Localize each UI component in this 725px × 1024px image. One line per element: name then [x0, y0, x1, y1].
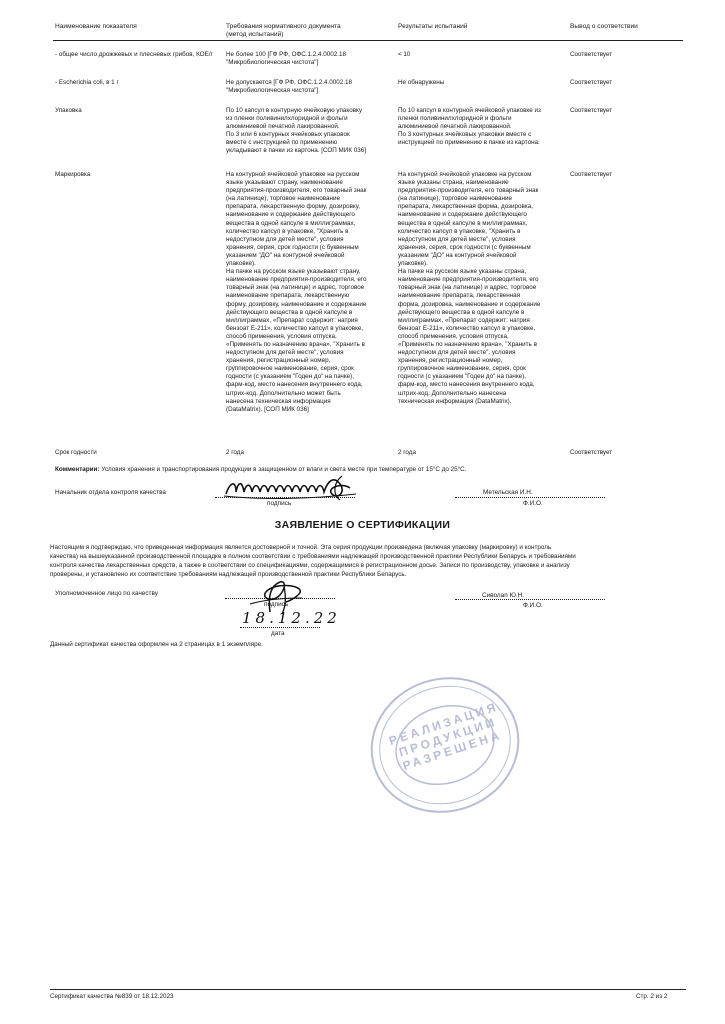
authorized-date-handwritten: 18.12.22: [242, 609, 341, 627]
row-packaging-requirement: По 10 капсул в контурную ячейковую упаковку из пленки поливинилхлоридной и фольги алюминиевой печатной лакированной. По 3 или 6 контурных ячейковых упаковок вместе с инструкцией по применению укладывают в пачки из картона. [СОП МИК 036]: [226, 107, 366, 155]
qc-head-signature: [222, 474, 362, 504]
row-yeast-conclusion: Соответствует: [570, 51, 613, 58]
qc-head-title: Начальник отдела контроля качества: [55, 489, 166, 496]
authorized-signature-caption: подпись: [264, 601, 289, 608]
row-shelf-life-conclusion: Соответствует: [570, 449, 613, 456]
authorized-name-line: [455, 599, 605, 600]
row-labeling-result: На контурной ячейковой упаковке на русском языке указаны страна, наименование предприятия-производителя, его товарный знак (на латинице), торговое наименование препарата, лекарственная форма, дозировка, наименование и содержание действующего вещества в одной капсуле в миллиграммах, количество капсул в упаковке, "Хранить в недоступном для детей месте", условия хранения, серия, срок годности (с буквенным указанием "ДО" на контурной ячейковой упаковке). На пачке на русском языке указаны страна, наименование предприятия-производителя, его товарный знак (на латинице) и адрес, торговое наименование препарата, лекарственная форма, дозировка, наименование и содержание действующего вещества в одной капсуле в миллиграммах, «Препарат содержит: натрия бензоат Е-211», количество капсул в упаковке, способ применения, условия отпуска, «Применять по назначению врача», "Хранить в недоступном для детей месте", условия хранения, регистрационный номер, группировочное наименование, серия, срок годности (с указанием "Годен до" на пачке), фарм-код, место нанесения внутреннего кода, штрих-код. Дополнительно нанесена техническая информация (DataMatrix).: [398, 171, 541, 405]
footer-page-number: Стр. 2 из 2: [636, 993, 668, 1000]
qc-head-name-line: [455, 497, 605, 498]
footer-certificate: Сертификат качества №839 от 18.12.2023: [50, 993, 174, 1000]
authorized-title: Уполномоченное лицо по качеству: [55, 590, 158, 597]
copies-note: Данный сертификат качества оформлен на 2 страницах в 1 экземпляре.: [50, 641, 263, 648]
comments-text: Условия хранения и транспортирования продукции в защищенном от влаги и света месте при температуре от 15°С до 25°С.: [101, 466, 467, 473]
statement-line-4: проверены, и установлено их соответствие требованиям надлежащей производственной практики Республики Беларусь.: [50, 571, 407, 578]
row-labeling-conclusion: Соответствует: [570, 171, 613, 178]
authorized-date-line: [240, 627, 320, 628]
row-ecoli-requirement: Не допускается [ГФ РФ, ОФС.1.2.4.0002.18 "Микробиологическая чистота"]: [226, 79, 353, 95]
column-header-conclusion: Вывод о соответствии: [570, 23, 638, 30]
qc-head-name-caption: Ф.И.О.: [523, 500, 543, 507]
row-shelf-life-requirement: 2 года: [226, 449, 244, 456]
qc-head-signature-caption: подпись: [267, 500, 292, 507]
row-labeling-indicator: Маркировка: [55, 171, 91, 178]
comments-line: [55, 466, 466, 474]
row-yeast-result: < 10: [398, 51, 411, 58]
statement-heading: ЗАЯВЛЕНИЕ О СЕРТИФИКАЦИИ: [274, 519, 451, 531]
column-header-indicator: Наименование показателя: [55, 23, 137, 30]
statement-line-3: контроля качества лекарственных средств, а также в соответствии со спецификациями, содержащимися в регистрационном досье. Записи по производству, упаковке и анализу: [50, 562, 570, 569]
row-ecoli-indicator: - Escherichia coli, в 1 г: [55, 79, 119, 86]
comments-label: Комментарии:: [55, 466, 100, 473]
authorized-date-caption: дата: [271, 630, 285, 637]
row-shelf-life-result: 2 года: [398, 449, 416, 456]
row-packaging-result: По 10 капсул в контурной ячейковой упаковке из пленки поливинилхлоридной и фольги алюминиевой печатной лакированной. По 3 контурных ячейковых упаковки вместе с инструкцией по применению в пачке из картона.: [398, 107, 541, 147]
authorized-name: Сиволап Ю.Н.: [482, 592, 525, 599]
qc-head-name: Метельская И.Н.: [483, 489, 533, 496]
approval-stamp-text: РЕАЛИЗАЦИЯ ПРОДУКЦИИ РАЗРЕШЕНА: [387, 699, 504, 773]
row-ecoli-result: Не обнаружены: [398, 79, 445, 86]
row-labeling-requirement: На контурной ячейковой упаковке на русском языке указывают страну, наименование предприятия-производителя, его товарный знак (на латинице), торговое наименование препарата, лекарственную форму, дозировку, наименование и содержание действующего вещества в одной капсуле в миллиграммах, количество капсул в упаковке, "Хранить в недоступном для детей месте", условия хранения, серия, срок годности (с буквенным указанием "ДО" на контурной ячейковой упаковке). На пачке на русском языке указывают страну, наименование предприятия-производителя, его товарный знак (на латинице) и адрес, торговое наименование препарата, лекарственную форму, дозировку, наименование и содержание действующего вещества в одной капсуле в миллиграммах, «Препарат содержит: натрия бензоат Е-211», количество капсул в упаковке, способ применения, условия отпуска, «Применять по назначению врача», "Хранить в недоступном для детей месте", условия хранения, регистрационный номер, группировочное наименование, серия, срок годности (с указанием "Годен до" на пачке), фарм-код, место нанесения внутреннего кода, штрих-код. Дополнительно может быть нанесена техническая информация (DataMatrix). [СОП МИК 036]: [226, 171, 367, 413]
row-shelf-life-indicator: Срок годности: [55, 449, 97, 456]
statement-line-2: качества) на вышеуказанной производственной площадке в полном соответствии с требованиями надлежащей производственной практики Республики Беларусь и требованиями: [50, 553, 576, 560]
column-header-requirement: Требования нормативного документа (метод испытаний): [226, 23, 341, 38]
row-ecoli-conclusion: Соответствует: [570, 79, 613, 86]
statement-line-1: Настоящим я подтверждаю, что приведенная информация является достоверной и точной. Эта серия продукции произведена (включая упаковку (маркировку) и контроль: [50, 544, 552, 551]
row-packaging-conclusion: Соответствует: [570, 107, 613, 114]
row-yeast-indicator: - общее число дрожжевых и плесневых грибов, КОЕ/г: [55, 51, 213, 58]
row-yeast-requirement: Не более 100 [ГФ РФ, ОФС.1.2.4.0002.18 "Микробиологическая чистота"]: [226, 51, 347, 67]
footer-rule: [50, 989, 686, 990]
header-rule: [53, 40, 683, 41]
authorized-name-caption: Ф.И.О.: [523, 602, 543, 609]
column-header-result: Результаты испытаний: [398, 23, 468, 30]
row-packaging-indicator: Упаковка: [55, 107, 82, 114]
